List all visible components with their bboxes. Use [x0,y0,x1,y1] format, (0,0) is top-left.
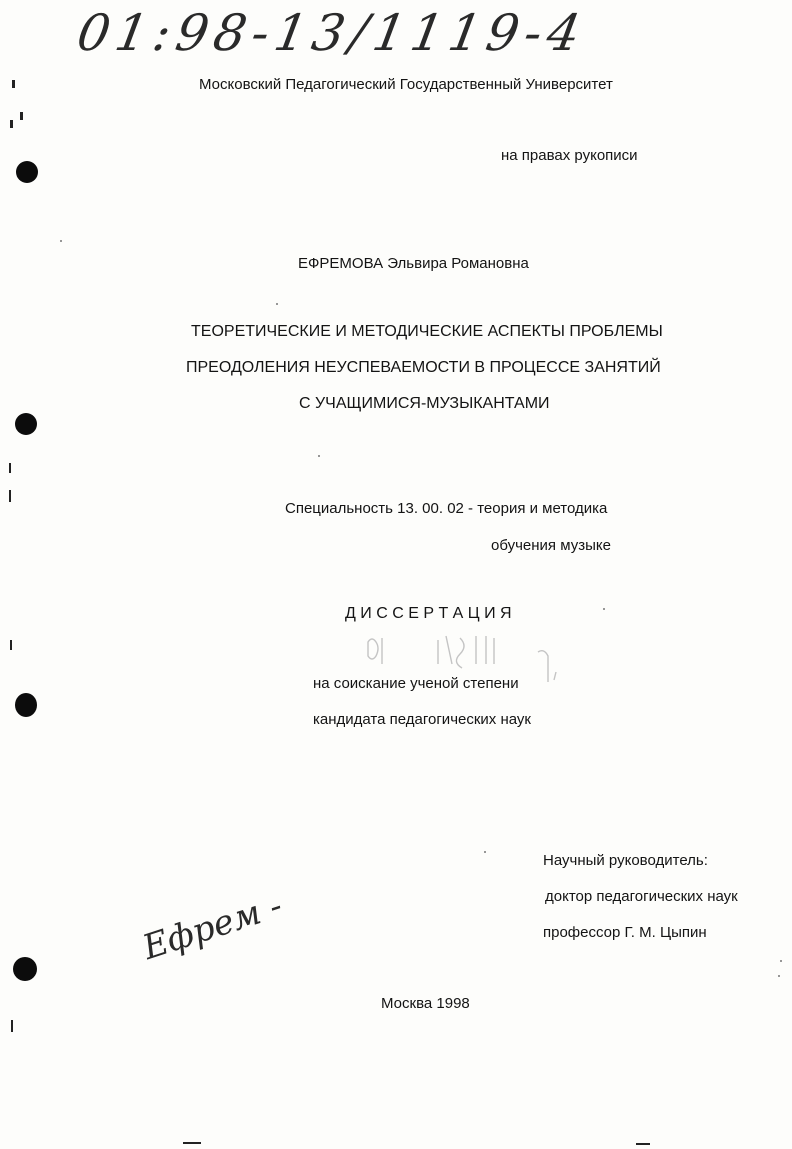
scan-speck [276,303,278,305]
title-line-2: ПРЕОДОЛЕНИЯ НЕУСПЕВАЕМОСТИ В ПРОЦЕССЕ ЗАНЯТИЙ [186,359,661,376]
margin-tick [10,640,12,650]
university-name: Московский Педагогический Государственный Университет [199,76,613,93]
margin-tick [9,463,11,473]
supervisor-label: Научный руководитель: [543,852,708,869]
title-line-1: ТЕОРЕТИЧЕСКИЕ И МЕТОДИЧЕСКИЕ АСПЕКТЫ ПРОБЛЕМЫ [191,323,663,340]
author-name: ЕФРЕМОВА Эльвира Романовна [298,255,529,272]
scan-speck [778,975,780,977]
supervisor-degree: доктор педагогических наук [545,888,738,905]
punch-hole-top [16,161,38,183]
margin-tick [10,120,13,128]
archive-code-handwritten: 01:98-13/1119-4 [72,4,591,62]
scan-speck [318,455,320,457]
scan-speck [603,608,605,610]
scan-speck [780,960,782,962]
degree-line-2: кандидата педагогических наук [313,711,531,728]
bottom-edge-mark [636,1143,650,1145]
specialty-line-2: обучения музыке [491,537,611,554]
title-line-3: С УЧАЩИМИСЯ-МУЗЫКАНТАМИ [299,395,550,412]
handwritten-signature: Ефрем - [138,885,288,969]
degree-line-1: на соискание ученой степени [313,675,519,692]
margin-tick [20,112,23,120]
margin-tick [9,490,11,502]
punch-hole-lower-middle [15,693,37,717]
specialty-line-1: Специальность 13. 00. 02 - теория и методика [285,500,608,517]
rights-notice: на правах рукописи [501,147,638,164]
scan-speck [60,240,62,242]
punch-hole-bottom [13,957,37,981]
place-and-year: Москва 1998 [381,995,470,1012]
margin-tick [11,1020,13,1032]
document-type: Д И С С Е Р Т А Ц И Я [345,605,512,622]
margin-tick [12,80,15,88]
bottom-edge-mark [183,1142,201,1144]
scan-speck [484,851,486,853]
punch-hole-upper-middle [15,413,37,435]
supervisor-name: профессор Г. М. Цыпин [543,924,707,941]
